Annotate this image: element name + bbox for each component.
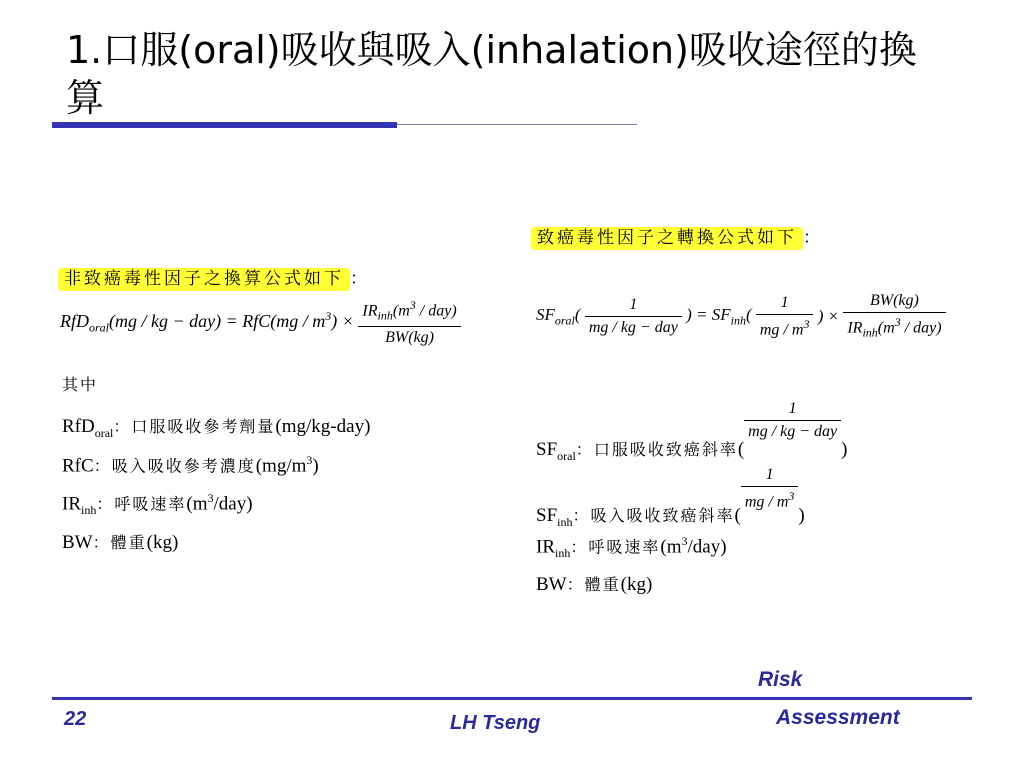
sf-conversion-formula: $SF_{oral}$( $\frac{1}{\text{mg / kg − day}}$ ) = $SF_{inh}$( $\frac{1}{mg / m^3}$ ) × $\frac{BW(kg)}{IR_{inh}(m^3 / day)}$ [536, 292, 946, 341]
def-separator: ： [92, 533, 111, 552]
def-unit-end: /day) [687, 536, 727, 558]
definition-rfd-oral [62, 414, 370, 441]
fraction-numerator: 1 [629, 295, 638, 313]
definition-ir-inh [536, 534, 727, 561]
def-symbol: RfC [62, 455, 94, 477]
formula-rfc-exponent: 3 [325, 308, 332, 323]
def-symbol: BW [62, 532, 93, 553]
title-underline-thin [397, 124, 637, 125]
den-text: mg / m [744, 493, 789, 511]
def-unit-end: ) [312, 455, 319, 477]
def-description: 吸入吸收參考濃度 [111, 456, 256, 476]
sf-equals: ) = SF [686, 304, 731, 324]
def-separator: ： [570, 537, 589, 557]
def-exponent: 3 [207, 491, 214, 505]
formula-ir-bw-fraction [358, 298, 460, 347]
def-subscript: inh [81, 503, 97, 518]
fraction-numerator: 1 [788, 400, 797, 417]
sf-times: ) × [817, 306, 840, 326]
den-exponent: 3 [788, 489, 795, 503]
def-description: 體重 [584, 575, 621, 594]
def-unit: (mg/kg-day) [275, 416, 371, 437]
def-unit: (mg/m [255, 455, 307, 477]
def-unit-end: /day) [213, 493, 253, 515]
sf-symbol: SF [536, 304, 555, 324]
course-title-line2: Assessment [776, 706, 900, 729]
fraction-numerator: 1 [780, 293, 789, 311]
fraction-denominator: BW(kg) [358, 326, 460, 347]
ir-unit-end: / day) [415, 302, 457, 320]
def-description: 吸入吸收致癌斜率 [590, 506, 735, 526]
rfd-conversion-formula [60, 298, 461, 347]
definition-rfc [62, 453, 319, 477]
where-text: 其中 [62, 375, 99, 394]
den-text: mg / m [759, 320, 804, 338]
def-separator: ： [113, 417, 132, 436]
where-label [62, 372, 98, 396]
def-unit: (m [660, 536, 682, 558]
page-number: 22 [64, 708, 87, 730]
def-subscript: inh [555, 546, 571, 561]
def-symbol: SF [536, 438, 558, 460]
definition-sf-inh: $SF_{inh}$：吸入吸收致癌斜率( $\frac{1}{mg / m^3}$ ) [536, 466, 805, 529]
def-fraction [741, 466, 799, 511]
def-description: 口服吸收參考劑量 [131, 417, 276, 436]
definition-sf-oral: $SF_{oral}$：口服吸收致癌斜率( $\frac{1}{\text{mg / kg − day}}$ ) [536, 400, 848, 463]
def-unit: (m [186, 493, 208, 515]
def-separator: ： [566, 575, 585, 594]
carcinogenic-heading-text: 致癌毒性因子之轉換公式如下 [531, 227, 803, 250]
def-exponent: 3 [306, 453, 313, 467]
den-ir: IR [847, 319, 863, 337]
def-symbol: SF [536, 505, 558, 527]
def-fraction [744, 400, 841, 441]
def-unit: (kg) [620, 574, 653, 595]
fraction-numerator [358, 298, 460, 326]
den-exponent: 3 [894, 315, 901, 329]
def-subscript: inh [557, 514, 573, 529]
sf-oral-fraction [585, 296, 682, 337]
noncarcinogenic-heading [58, 264, 367, 289]
fraction-denominator [741, 486, 799, 511]
sf-inh-subscript: inh [730, 312, 746, 327]
ir-symbol: IR [362, 302, 378, 320]
fraction-denominator [756, 314, 814, 339]
fraction-numerator: 1 [765, 466, 774, 483]
definition-bw [536, 572, 652, 596]
def-description: 口服吸收致癌斜率 [593, 439, 738, 459]
den-unit-end: / day) [900, 319, 942, 337]
den-ir-subscript: inh [862, 325, 878, 340]
definition-bw [62, 530, 178, 554]
author-name: LH Tseng [450, 712, 541, 734]
def-symbol: IR [62, 493, 81, 515]
formula-rfd-subscript: oral [89, 320, 110, 335]
sf-oral-subscript: oral [554, 312, 575, 327]
fraction-denominator: mg / kg − day [585, 316, 682, 337]
def-separator: ： [572, 506, 591, 526]
formula-rfd-symbol: RfD [60, 310, 89, 331]
formula-times: ) × [331, 310, 354, 331]
def-unit: (kg) [146, 532, 179, 553]
def-symbol: RfD [62, 416, 95, 437]
formula-rfc-expression: (mg / kg − day) = RfC(mg / m [109, 310, 326, 331]
carcinogenic-heading [531, 223, 820, 248]
def-description: 呼吸速率 [114, 494, 187, 514]
def-exponent: 3 [681, 534, 688, 548]
def-subscript: oral [94, 425, 114, 440]
sf-inh-fraction [756, 294, 814, 339]
fraction-numerator: BW(kg) [870, 292, 919, 309]
def-separator: ： [96, 494, 115, 514]
fraction-denominator: mg / kg − day [744, 420, 841, 441]
def-separator: ： [575, 439, 594, 459]
ir-subscript: inh [377, 308, 393, 323]
definition-ir-inh [62, 491, 253, 518]
heading-colon: ： [350, 269, 367, 289]
slide-title: 1.口服(oral)吸收與吸入(inhalation)吸收途徑的換算 [66, 28, 917, 120]
def-description: 呼吸速率 [588, 537, 661, 557]
def-subscript: oral [557, 448, 576, 463]
den-unit: (m [877, 319, 895, 337]
ir-exponent: 3 [409, 298, 416, 312]
fraction-denominator [843, 312, 945, 341]
footer-divider [52, 697, 972, 700]
def-description: 體重 [110, 533, 147, 552]
noncarcinogenic-heading-text: 非致癌毒性因子之換算公式如下 [58, 268, 350, 291]
heading-colon: ： [803, 228, 820, 248]
def-symbol: BW [536, 574, 567, 595]
den-exponent: 3 [803, 316, 810, 331]
title-underline-accent [52, 122, 397, 128]
def-separator: ： [93, 456, 112, 476]
course-title-line1: Risk [758, 668, 803, 691]
def-symbol: IR [536, 536, 555, 558]
ir-unit: (m [392, 302, 410, 320]
bw-ir-fraction [843, 292, 945, 341]
